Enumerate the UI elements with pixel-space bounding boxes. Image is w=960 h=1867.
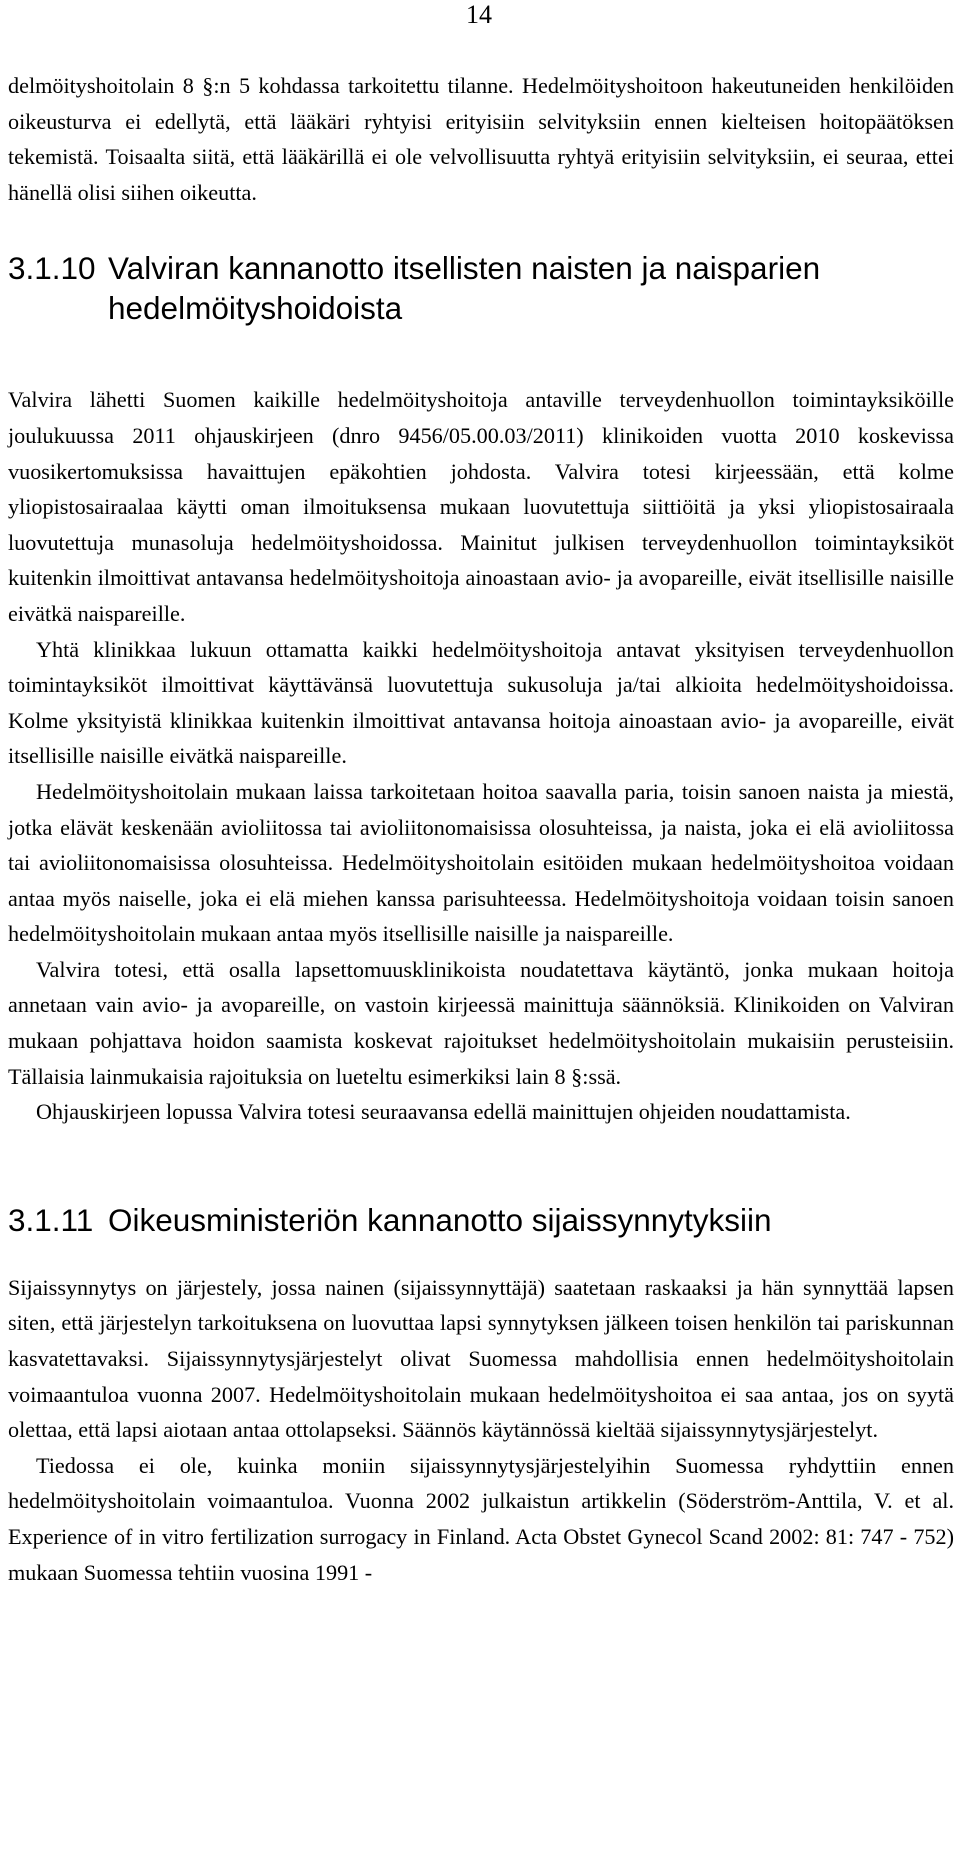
intro-paragraph: delmöityshoitolain 8 §:n 5 kohdassa tarkoitettu tilanne. Hedelmöityshoitoon hakeutuneiden henkilöiden oikeusturva ei edellytä, että lääkäri ryhtyisi erityisiin selvityksiin ennen kielteisen hoitopäätöksen tekemistä. Toisaalta siitä, että lääkärillä ei ole velvollisuutta ryhtyä erityisiin selvityksiin, ei seuraa, ettei hänellä olisi siihen oikeutta. bbox=[8, 73, 954, 205]
section-title: Oikeusministeriön kannanotto sijaissynnytyksiin bbox=[108, 1201, 772, 1238]
body-paragraph: Valvira lähetti Suomen kaikille hedelmöityshoitoja antaville terveydenhuollon toimintayksiköille joulukuussa 2011 ohjauskirjeen (dnro 9456/05.00.03/2011) klinikoiden vuotta 2010 koskevissa vuosikertomuksissa havaittujen epäkohtien johdosta. Valvira totesi kirjeessään, että kolme yliopistosairaalaa käytti oman ilmoituksensa mukaan luovutettuja siittiöitä ja yksi yliopistosairaala luovutettuja munasoluja hedelmöityshoidossa. Mainitut julkisen terveydenhuollon toimintayksiköt kuitenkin ilmoittivat antavansa hedelmöityshoitoja ainoastaan avio- ja avopareille, eivät itsellisille naisille eivätkä naispareille. bbox=[8, 387, 954, 626]
body-paragraph: Tiedossa ei ole, kuinka moniin sijaissynnytysjärjestelyihin Suomessa ryhdyttiin ennen hedelmöityshoitolain voimaantuloa. Vuonna 2002 julkaistun artikkelin (Söderström-Anttila, V. et al. Experience of in vitro fertilization surrogacy in Finland. Acta Obstet Gynecol Scand 2002: 81: 747 - 752) mukaan Suomessa tehtiin vuosina 1991 - bbox=[8, 1452, 954, 1585]
document-body bbox=[8, 68, 954, 1590]
section-title: Valviran kannanotto itsellisten naisten ja naisparien hedelmöityshoidoista bbox=[108, 250, 821, 327]
body-paragraph: Hedelmöityshoitolain mukaan laissa tarkoitetaan hoitoa saavalla paria, toisin sanoen naista ja miestä, jotka elävät keskenään avioliitossa tai avioliitonomaisissa olosuhteissa, ja naista, joka ei elä avioliitossa tai avioliitonomaisissa olosuhteissa. Hedelmöityshoitolain esitöiden mukaan hedelmöityshoitoa voidaan antaa myös naiselle, joka ei elä miehen kanssa parisuhteessa. Hedelmöityshoitoja voidaan toisin sanoen hedelmöityshoitolain mukaan antaa myös itsellisille naisille ja naispareille. bbox=[8, 778, 954, 947]
body-paragraph: Ohjauskirjeen lopussa Valvira totesi seuraavansa edellä mainittujen ohjeiden noudattamista. bbox=[36, 1099, 851, 1125]
body-paragraph: Yhtä klinikkaa lukuun ottamatta kaikki hedelmöityshoitoja antavat yksityisen terveydenhuollon toimintayksiköt ilmoittivat käyttävänsä luovutettuja sukusoluja ja/tai alkioita hedelmöityshoidoissa. Kolme yksityistä klinikkaa kuitenkin ilmoittivat antavansa hoitoja ainoastaan avio- ja avopareille, eivät itsellisille naisille eivätkä naispareille. bbox=[8, 636, 954, 769]
body-paragraph: Valvira totesi, että osalla lapsettomuusklinikoista noudatettava käytäntö, jonka mukaan hoitoja annetaan vain avio- ja avopareille, on vastoin kirjeessä mainittuja säännöksiä. Klinikoiden on Valviran mukaan pohjattava hoidon saamista koskevat rajoitukset hedelmöityshoitolain mukaisiin perusteisiin. Tällaisia lainmukaisia rajoituksia on lueteltu esimerkiksi lain 8 §:ssä. bbox=[8, 956, 954, 1089]
section-number: 3.1.10 bbox=[8, 250, 96, 287]
body-paragraph: Sijaissynnytys on järjestely, jossa nainen (sijaissynnyttäjä) saatetaan raskaaksi ja hän synnyttää lapsen siten, että järjestelyn tarkoituksena on luovuttaa lapsi synnytyksen jälkeen toisen henkilön tai pariskunnan kasvatettavaksi. Sijaissynnytysjärjestelyt olivat Suomessa mahdollisia ennen hedelmöityshoitolain voimaantuloa vuonna 2007. Hedelmöityshoitolain mukaan hedelmöityshoitoa ei saa antaa, jos on syytä olettaa, että lapsi aiotaan antaa ottolapseksi. Säännös käytännössä kieltää sijaissynnytysjärjestelyt. bbox=[8, 1274, 954, 1443]
section-number: 3.1.11 bbox=[8, 1201, 94, 1238]
section-heading-3-1-11 bbox=[8, 1200, 954, 1240]
section-heading-3-1-10 bbox=[8, 248, 954, 328]
page-number: 14 bbox=[466, 0, 492, 29]
